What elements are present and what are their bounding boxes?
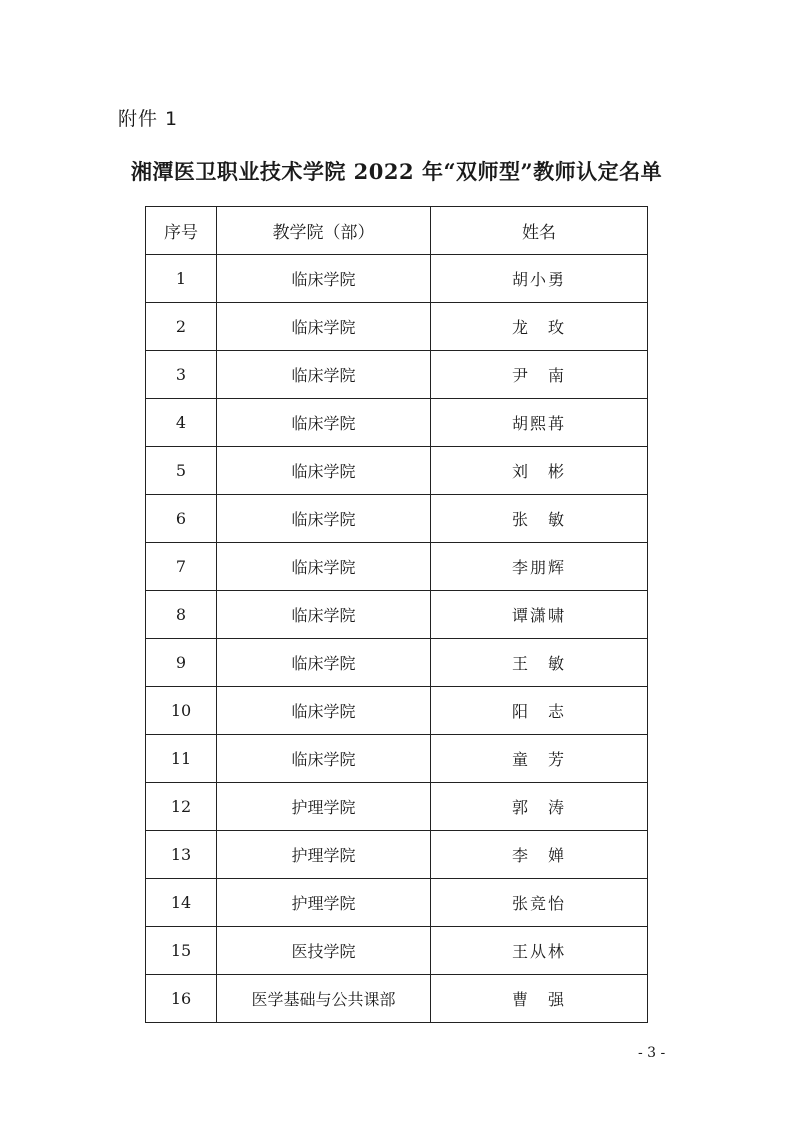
row-number: 15 bbox=[146, 927, 217, 975]
row-name: 胡小勇 bbox=[431, 255, 648, 303]
row-number: 14 bbox=[146, 879, 217, 927]
table-row bbox=[146, 303, 648, 351]
row-department: 临床学院 bbox=[217, 543, 431, 591]
row-number: 11 bbox=[146, 735, 217, 783]
table-row bbox=[146, 543, 648, 591]
table-row bbox=[146, 687, 648, 735]
row-department: 临床学院 bbox=[217, 591, 431, 639]
document-title: 湘潭医卫职业技术学院 2022 年“双师型”教师认定名单 bbox=[130, 159, 663, 184]
row-name: 王从林 bbox=[431, 927, 648, 975]
row-number: 3 bbox=[146, 351, 217, 399]
row-name: 张竞怡 bbox=[431, 879, 648, 927]
row-number: 10 bbox=[146, 687, 217, 735]
row-number: 4 bbox=[146, 399, 217, 447]
row-department: 临床学院 bbox=[217, 639, 431, 687]
row-name: 李 婵 bbox=[431, 831, 648, 879]
row-name: 童 芳 bbox=[431, 735, 648, 783]
row-number: 6 bbox=[146, 495, 217, 543]
row-department: 临床学院 bbox=[217, 399, 431, 447]
row-department: 临床学院 bbox=[217, 303, 431, 351]
teacher-roster-table bbox=[145, 206, 648, 1023]
row-department: 临床学院 bbox=[217, 351, 431, 399]
row-department: 临床学院 bbox=[217, 447, 431, 495]
row-department: 护理学院 bbox=[217, 879, 431, 927]
row-department: 医技学院 bbox=[217, 927, 431, 975]
row-number: 8 bbox=[146, 591, 217, 639]
row-number: 1 bbox=[146, 255, 217, 303]
row-name: 李朋辉 bbox=[431, 543, 648, 591]
row-department: 临床学院 bbox=[217, 255, 431, 303]
table-row bbox=[146, 399, 648, 447]
table-header-row bbox=[146, 207, 648, 255]
row-name: 曹 强 bbox=[431, 975, 648, 1023]
table-row bbox=[146, 447, 648, 495]
table-row bbox=[146, 783, 648, 831]
page-number: - 3 - bbox=[638, 1045, 666, 1061]
row-name: 阳 志 bbox=[431, 687, 648, 735]
table-row bbox=[146, 591, 648, 639]
table-row bbox=[146, 351, 648, 399]
row-number: 5 bbox=[146, 447, 217, 495]
row-department: 医学基础与公共课部 bbox=[217, 975, 431, 1023]
row-department: 临床学院 bbox=[217, 495, 431, 543]
table-row bbox=[146, 735, 648, 783]
row-number: 2 bbox=[146, 303, 217, 351]
attachment-label: 附件 1 bbox=[118, 108, 179, 130]
header-serial-number: 序号 bbox=[146, 207, 217, 255]
row-department: 护理学院 bbox=[217, 783, 431, 831]
table-row bbox=[146, 255, 648, 303]
table-row bbox=[146, 639, 648, 687]
header-name: 姓名 bbox=[431, 207, 648, 255]
row-department: 临床学院 bbox=[217, 687, 431, 735]
row-name: 张 敏 bbox=[431, 495, 648, 543]
row-name: 郭 涛 bbox=[431, 783, 648, 831]
table-row bbox=[146, 495, 648, 543]
row-number: 7 bbox=[146, 543, 217, 591]
row-name: 龙 玫 bbox=[431, 303, 648, 351]
row-name: 谭潇啸 bbox=[431, 591, 648, 639]
table-row bbox=[146, 927, 648, 975]
table-row bbox=[146, 879, 648, 927]
row-number: 12 bbox=[146, 783, 217, 831]
row-number: 13 bbox=[146, 831, 217, 879]
row-name: 胡熙苒 bbox=[431, 399, 648, 447]
table-row bbox=[146, 831, 648, 879]
row-name: 王 敏 bbox=[431, 639, 648, 687]
row-number: 16 bbox=[146, 975, 217, 1023]
row-name: 刘 彬 bbox=[431, 447, 648, 495]
row-department: 临床学院 bbox=[217, 735, 431, 783]
row-name: 尹 南 bbox=[431, 351, 648, 399]
table-row bbox=[146, 975, 648, 1023]
header-department: 教学院（部） bbox=[217, 207, 431, 255]
row-number: 9 bbox=[146, 639, 217, 687]
row-department: 护理学院 bbox=[217, 831, 431, 879]
